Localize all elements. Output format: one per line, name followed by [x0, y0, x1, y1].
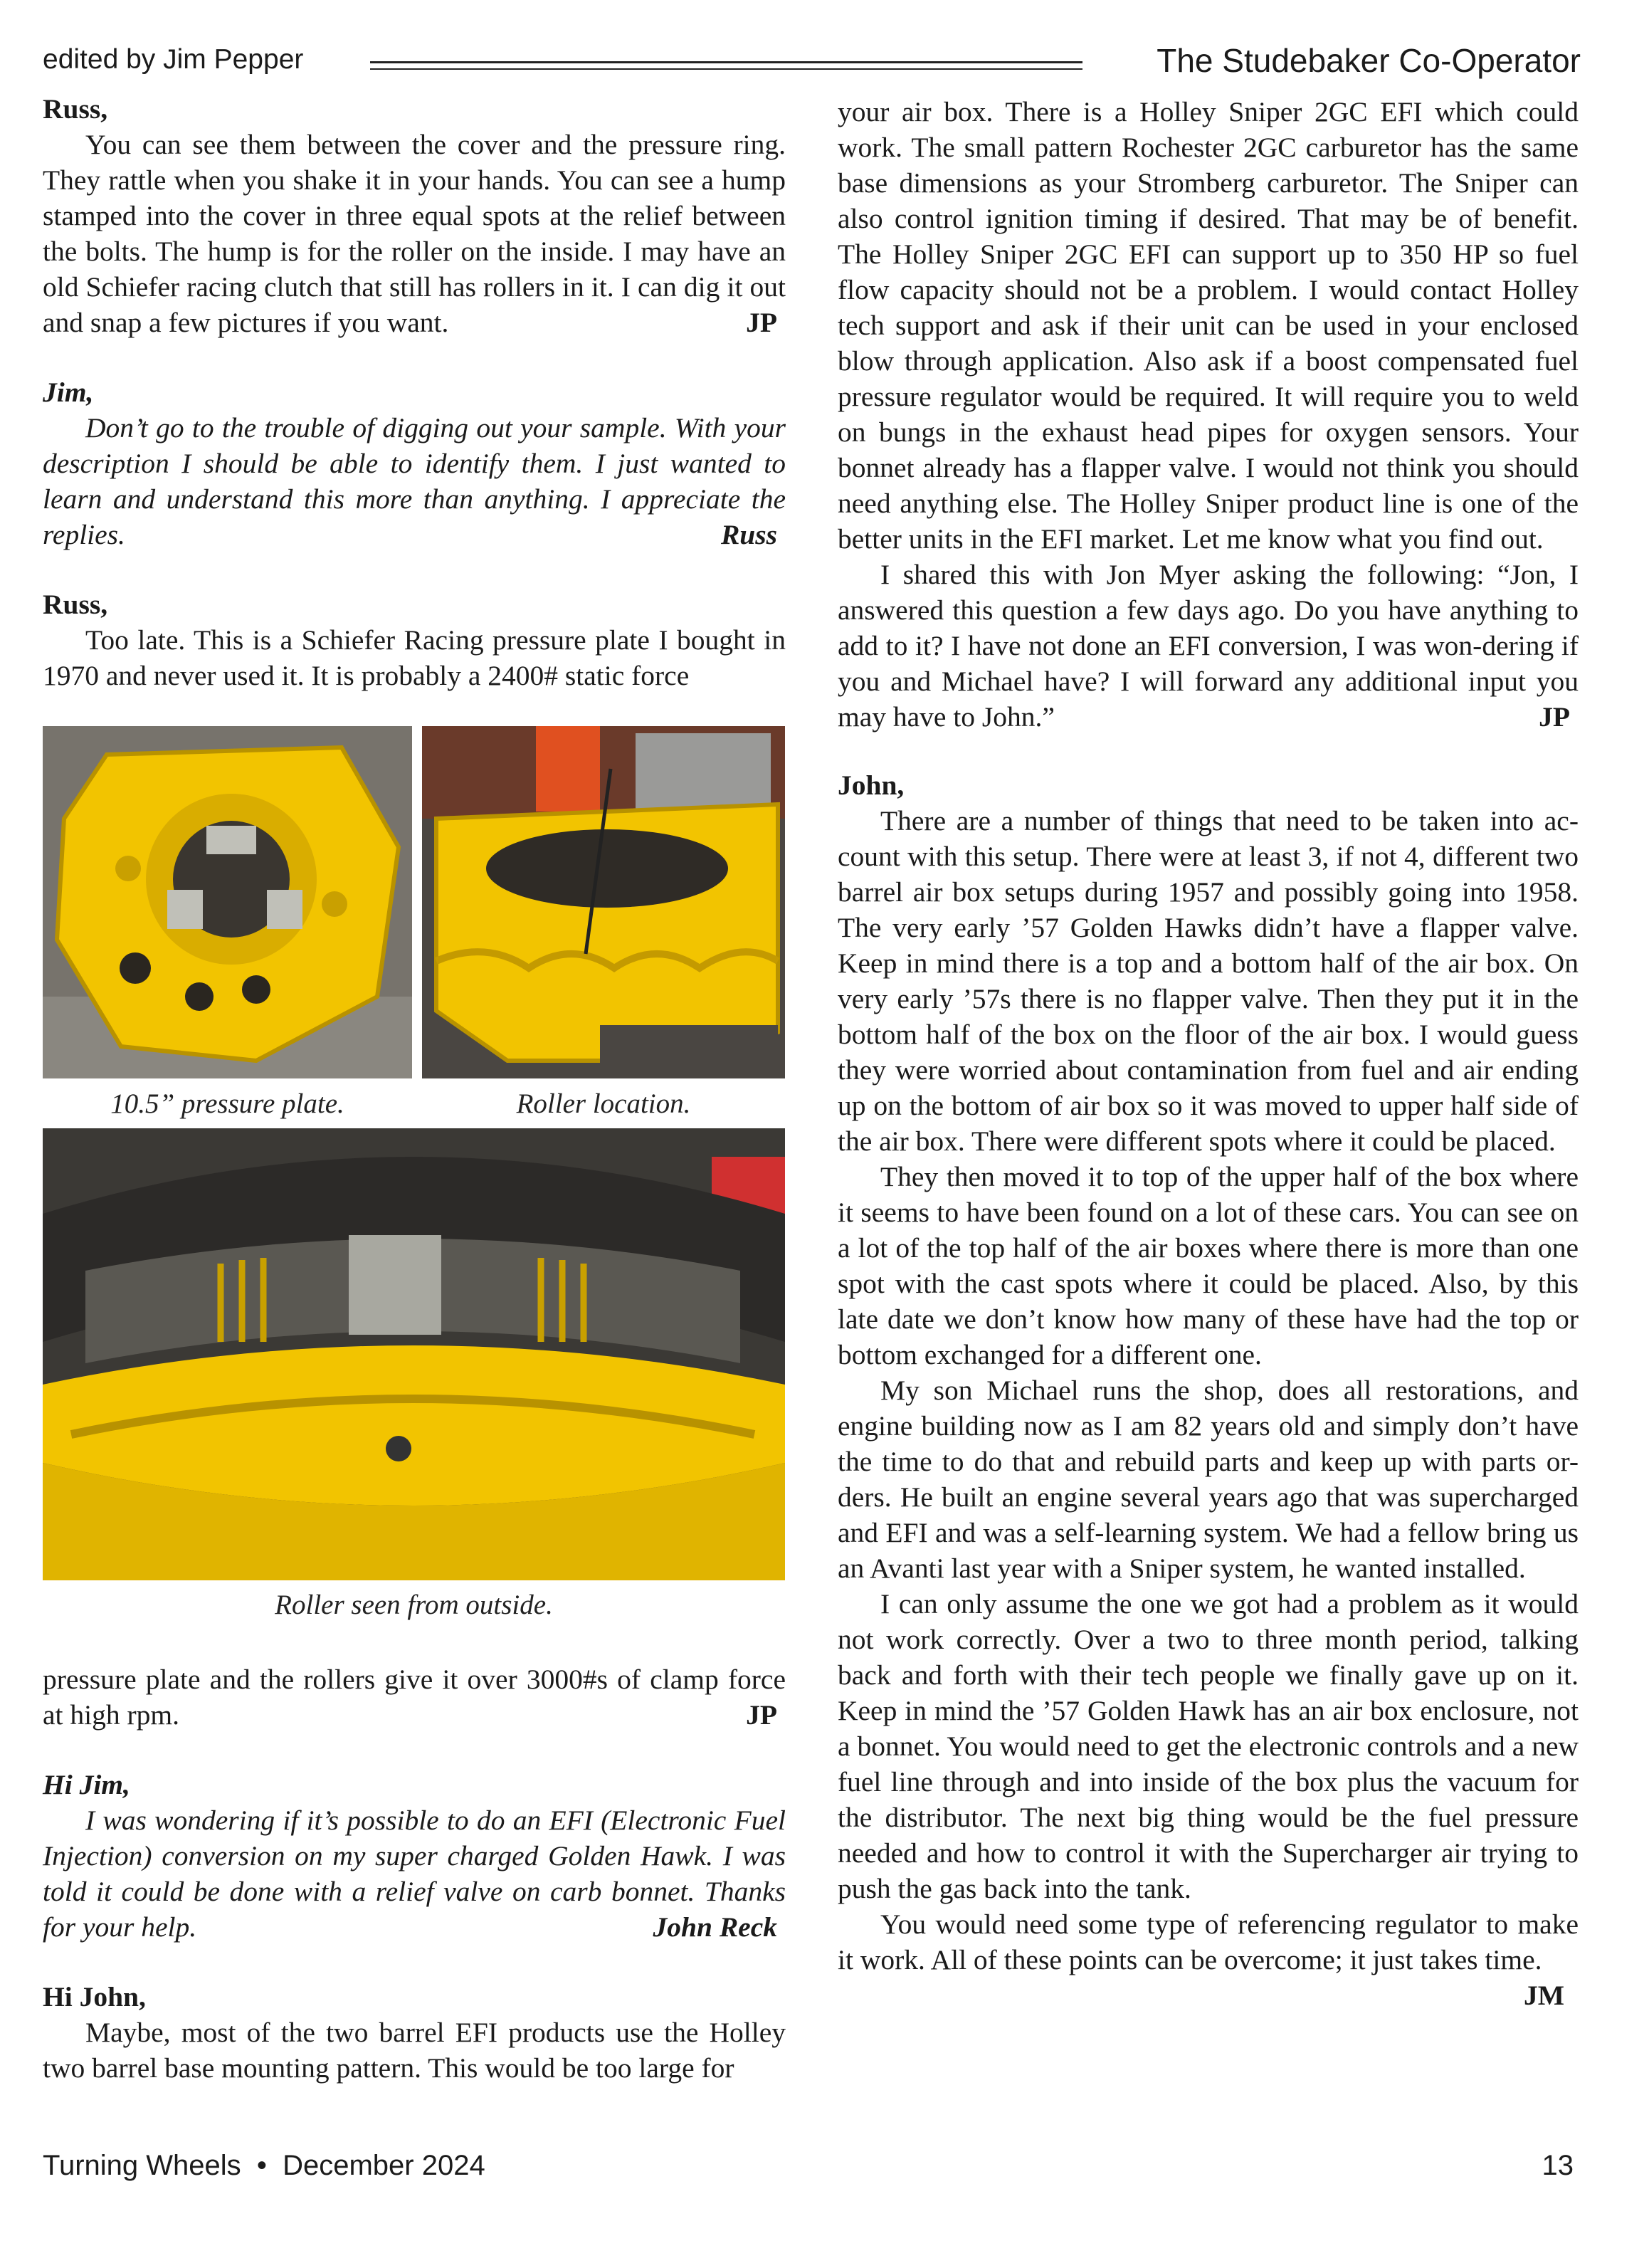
letter-signature: JP: [746, 307, 777, 338]
letter-body: Too late. This is a Schiefer Racing pressure plate I bought in 1970 and never used it. It is probably a 2400# static force: [43, 624, 786, 691]
letter-paragraph: My son Michael runs the shop, does all restorations, and engine building now as I am 82 years old and simply don’t have the time to do that and rebuild parts and keep up with parts or-ders. He built an engine several years ago that was supercharged and EFI and was a self-learning system. We had a fellow bring us an Avanti last year with a Sniper system, he wanted installed.: [838, 1375, 1579, 1584]
letter-russ-1: [43, 91, 786, 340]
page-header: [43, 44, 1581, 87]
reply-continued: your air box. There is a Holley Sniper 2GC EFI which could work. The small pattern Rochester 2GC carburetor has the same base dimensions as your Stromberg carburetor. The Sniper can also control ignition timing if desired. That may be of benefit. The Holley Sniper 2GC EFI can support up to 350 HP so fuel flow capacity should not be a problem. I would contact Holley tech support and ask if their unit can be used in your enclosed blow through application. Also ask if a boost compensated fuel pressure regulator would be required. It will require you to weld on bungs in the exhaust head pipes for oxygen sensors. Your bonnet already has a flapper valve. I would not think you should need anything else. The Holley Sniper product line is one of the better units in the EFI market. Let me know what you find out.: [838, 96, 1579, 555]
photo-pressure-plate: [43, 726, 412, 1078]
letter-signature: Russ: [720, 519, 777, 550]
letter-paragraph: I can only assume the one we got had a problem as it would not work correctly. Over a two to three month period, talking back and forth with their tech people we finally gave up on it. Keep in mind the ’57 Golden Hawk has an air box enclosure, not a bonnet. You would need to get the electronic controls and a new fuel line through and into inside of the box plus the vacuum for the distributor. The next big thing would be the fuel pressure needed and how to control it with the Supercharger air trying to push the gas back into the tank.: [838, 1588, 1579, 1904]
column-title: The Studebaker Co-Operator: [1157, 42, 1581, 79]
letter-paragraph: They then moved it to top of the upper half of the box where it seems to have been found on a lot of these cars. You can see on a lot of the top half of the air boxes where there is more than one spot with the cast spots where it could be placed. Also, by this late date we don’t know how many of these have had the top or bottom exchanged for a different one.: [838, 1161, 1579, 1370]
letter-text: pressure plate and the rollers give it over 3000#s of clamp force at high rpm.: [43, 1664, 786, 1731]
letter-text: Don’t go to the trouble of digging out your sample. With your description I should be able to identify them. I just wanted to learn and understand this more than anything. I appreciate the replies.: [43, 412, 786, 550]
letter-body: [43, 127, 786, 340]
letter-jim-1: [43, 374, 786, 552]
caption-roller-location: Roller location.: [516, 1088, 691, 1119]
letter-body: Maybe, most of the two barrel EFI products use the Holley two barrel base mounting pattern. This would be too large for: [43, 2017, 786, 2084]
letter-salutation: Hi John,: [43, 1981, 146, 2012]
letter-body: [43, 1661, 786, 1733]
letter-text: I shared this with Jon Myer asking the following: “Jon, I answered this question a few days ago. Do you have anything to add to it? I have not done an EFI conversion, I was won-dering if you and Michael have? I will forward any additional input you may have to John.”: [838, 559, 1579, 733]
letter-paragraph: There are a number of things that need to be taken into ac-count with this setup. There were at least 3, if not 4, different two barrel air box setups during 1957 and possibly going into 1958. The very early ’57 Golden Hawks didn’t have a flapper valve. Keep in mind there is a top and a bottom half of the air box. On very early ’57s there is no flapper valve. Then they put it in the bottom half of the box on the floor of the air box. I would guess they were worried about contamination from fuel and air ending up on the bottom of air box so it was moved to upper half side of the air box. There were different spots where it could be placed.: [838, 805, 1579, 1157]
letter-salutation: Russ,: [43, 589, 108, 620]
letter-signature: JP: [1539, 701, 1570, 733]
photo-roller-outside: [43, 1128, 785, 1580]
photo-roller-location: [422, 726, 785, 1078]
letter-signature: John Reck: [653, 1911, 777, 1943]
letter-body: [43, 1802, 786, 1945]
right-column: [838, 94, 1579, 2013]
letter-salutation: Russ,: [43, 93, 108, 125]
left-column-top: [43, 91, 786, 693]
letter-russ-2-continued: [43, 1661, 786, 1733]
letter-signature: JP: [746, 1699, 777, 1731]
letter-text: You can see them between the cover and the pressure ring. They rattle when you shake it in your hands. You can see a hump stamped into the cover in three equal spots at the relief between the bolts. The hump is for the roller on the inside. I may have an old Schiefer racing clutch that still has rollers in it. I can dig it out and snap a few pictures if you want.: [43, 129, 786, 338]
letter-text: I was wondering if it’s possible to do an EFI (Electronic Fuel Injection) conversion on my super charged Golden Hawk. I was told it could be done with a relief valve on carb bonnet. Thanks for your help.: [43, 1805, 786, 1943]
letter-salutation: John,: [838, 770, 905, 801]
caption-roller-outside: Roller seen from outside.: [275, 1590, 553, 1620]
column-editor-credit: edited by Jim Pepper: [43, 44, 304, 75]
letter-body: [43, 410, 786, 552]
letter-hi-john: [43, 1979, 786, 2086]
footer-publication: Turning Wheels • December 2024: [43, 2150, 485, 2181]
letter-john: [838, 767, 1579, 2013]
reply-forward-note: [838, 557, 1579, 735]
page-number: 13: [1542, 2150, 1574, 2181]
caption-pressure-plate: 10.5” pressure plate.: [110, 1088, 344, 1119]
letter-salutation: Jim,: [43, 377, 94, 408]
letter-hi-jim: [43, 1767, 786, 1945]
letter-russ-2: [43, 587, 786, 693]
header-rule: [370, 61, 1082, 63]
letter-paragraph: You would need some type of referencing regulator to make it work. All of these points can be overcome; it just takes time.: [838, 1909, 1579, 1975]
letter-salutation: Hi Jim,: [43, 1769, 130, 1800]
left-column-bottom: [43, 1661, 786, 2086]
header-rule-secondary: [370, 68, 1082, 70]
letter-signature: JM: [1523, 1980, 1564, 2011]
